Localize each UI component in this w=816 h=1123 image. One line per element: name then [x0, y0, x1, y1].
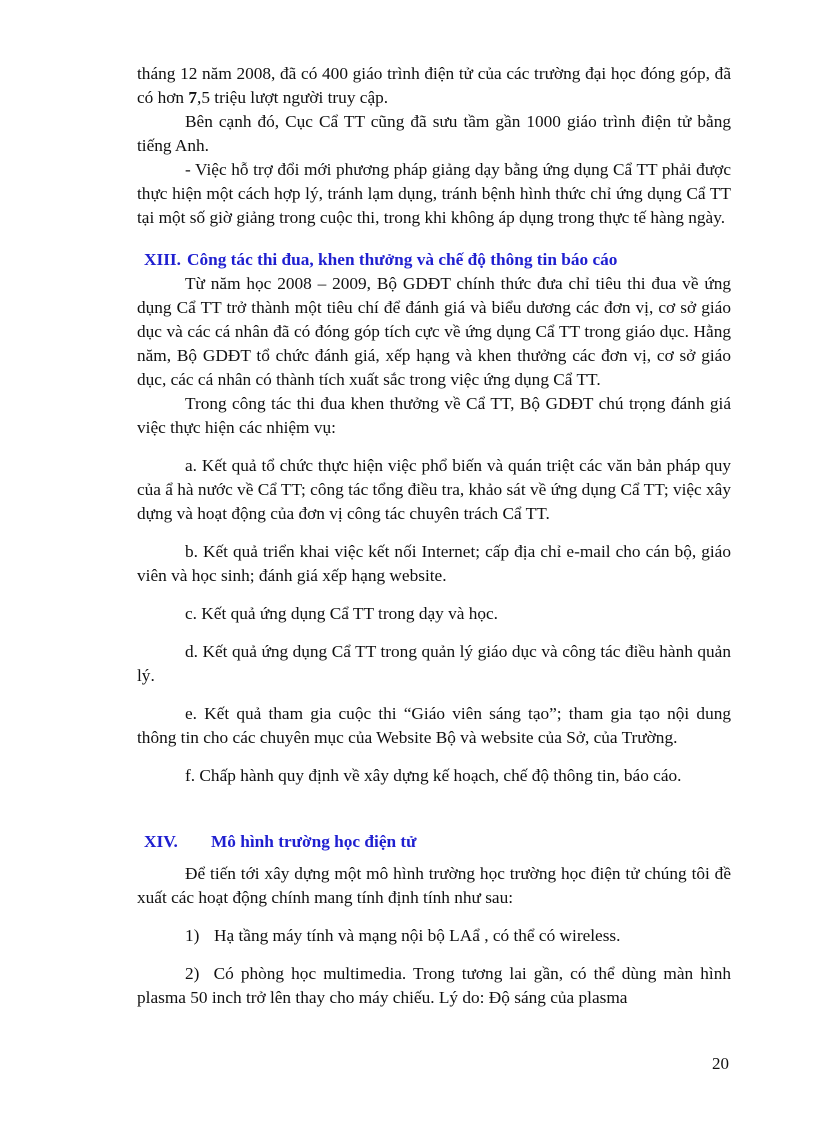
- section-title: Công tác thi đua, khen thưởng và chế độ thông tin báo cáo: [186, 250, 618, 269]
- bold-digit: 7: [188, 88, 198, 107]
- list-item: 1) Hạ tầng máy tính và mạng nội bộ LAẩ , có thể có wireless.: [185, 926, 621, 945]
- task-item-d: d. Kết quả ứng dụng Cẩ TT trong quản lý giáo dục và công tác điều hành quản lý.: [137, 642, 731, 685]
- section-number: XIV.: [144, 832, 178, 851]
- paragraph: Để tiến tới xây dựng một mô hình trường học trường học điện tử chúng tôi đề xuất các hoạt động chính mang tính định tính như sau:: [137, 864, 731, 907]
- section-heading-xiii: [137, 248, 731, 272]
- page-number: 20: [712, 1054, 729, 1073]
- task-item-a: a. Kết quả tổ chức thực hiện việc phổ biến và quán triệt các văn bản pháp quy của ẩ hà nước về Cẩ TT; công tác tổng điều tra, khảo sát về ứng dụng Cẩ TT; việc xây dựng và hoạt động của đơn vị công tác chuyên trách Cẩ TT.: [137, 456, 731, 523]
- paragraph: Từ năm học 2008 – 2009, Bộ GDĐT chính thức đưa chỉ tiêu thi đua về ứng dụng Cẩ TT trở thành một tiêu chí để đánh giá và biểu dương các đơn vị, cơ sở giáo dục và các cá nhân đã có đóng góp tích cực về ứng dụng Cẩ TT trong giáo dục. Hằng năm, Bộ GDĐT tổ chức đánh giá, xếp hạng và khen thưởng các đơn vị, cơ sở giáo dục, các cá nhân có thành tích xuất sắc trong việc ứng dụng Cẩ TT.: [137, 274, 731, 389]
- paragraph: Trong công tác thi đua khen thưởng về Cẩ TT, Bộ GDĐT chú trọng đánh giá việc thực hiện các nhiệm vụ:: [137, 394, 731, 437]
- section-number: XIII.: [144, 250, 181, 269]
- document-page: [137, 62, 731, 1010]
- list-item: 2) Có phòng học multimedia. Trong tương lai gần, có thể dùng màn hình plasma 50 inch trở lên thay cho máy chiếu. Lý do: Độ sáng của plasma: [137, 964, 732, 1007]
- task-item-c: c. Kết quả ứng dụng Cẩ TT trong dạy và học.: [185, 604, 499, 623]
- section-heading-xiv: [137, 830, 731, 854]
- task-item-f: f. Chấp hành quy định về xây dựng kế hoạch, chế độ thông tin, báo cáo.: [185, 766, 682, 785]
- paragraph: tháng 12 năm 2008, đã có 400 giáo trình điện tử của các trường đại học đóng góp, đã có hơn 7,5 triệu lượt người truy cập.: [137, 64, 731, 107]
- paragraph: Bên cạnh đó, Cục Cẩ TT cũng đã sưu tầm gần 1000 giáo trình điện tử bằng tiếng Anh.: [137, 112, 731, 155]
- section-title: Mô hình trường học điện tử: [211, 832, 417, 851]
- task-item-b: b. Kết quả triển khai việc kết nối Internet; cấp địa chỉ e-mail cho cán bộ, giáo viên và học sinh; đánh giá xếp hạng website.: [137, 542, 731, 585]
- task-item-e: e. Kết quả tham gia cuộc thi “Giáo viên sáng tạo”; tham gia tạo nội dung thông tin cho các chuyên mục của Website Bộ và website của Sở, của Trường.: [137, 704, 731, 747]
- paragraph: - Việc hỗ trợ đổi mới phương pháp giảng dạy bằng ứng dụng Cẩ TT phải được thực hiện một cách hợp lý, tránh lạm dụng, tránh bệnh hình thức chỉ ứng dụng Cẩ TT tại một số giờ giảng trong cuộc thi, trong khi không áp dụng trong thực tế hàng ngày.: [137, 160, 731, 227]
